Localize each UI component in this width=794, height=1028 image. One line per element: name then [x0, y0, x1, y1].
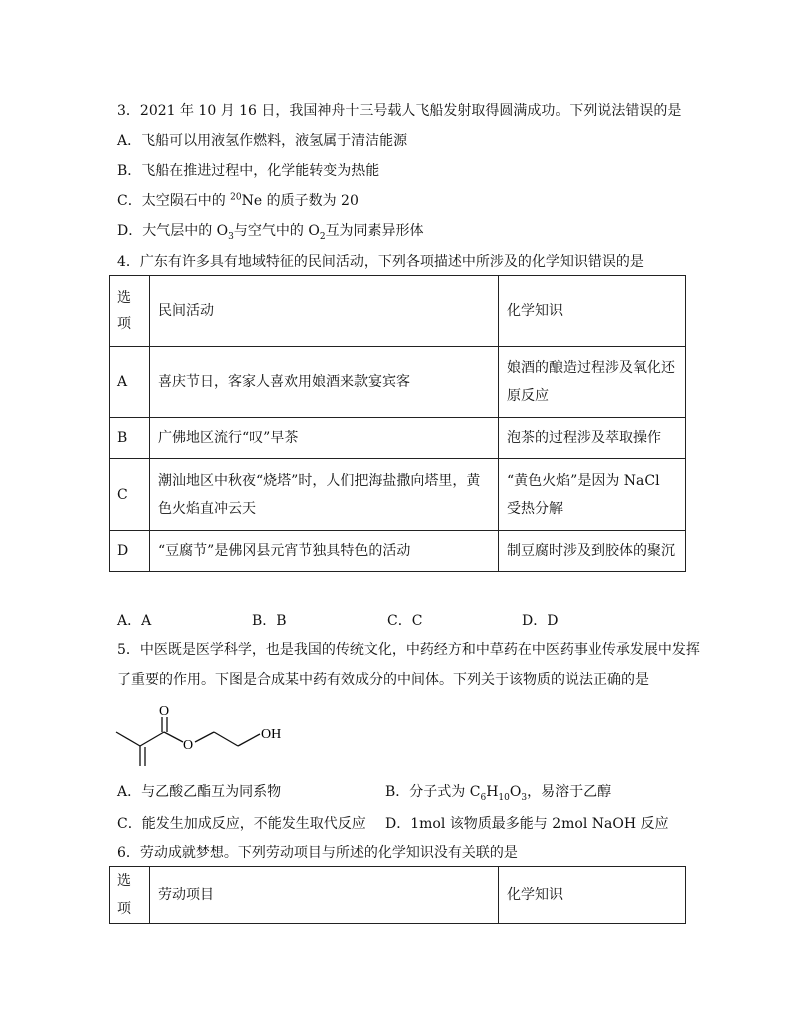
header-option: 选项 — [110, 867, 150, 924]
q4-table — [109, 275, 686, 572]
q4-stem: 4．广东有许多具有地域特征的民间活动，下列各项描述中所涉及的化学知识错误的是 — [117, 254, 644, 270]
q3-option-d: D．大气层中的 $O_3$与空气中的 $O_2$互为同素异形体 — [117, 223, 424, 242]
q5-stem-line1: 5．中医既是医学科学，也是我国的传统文化，中药经方和中草药在中医药事业传承发展中发挥 — [117, 642, 700, 658]
row-option: B — [110, 418, 150, 459]
atom-hydroxyl: OH — [261, 727, 282, 742]
q6-stem: 6．劳动成就梦想。下列劳动项目与所述的化学知识没有关联的是 — [117, 845, 518, 861]
row-activity: 喜庆节日，客家人喜欢用娘酒来款宴宾客 — [150, 347, 499, 418]
table-row — [110, 418, 686, 459]
q3-option-c: C．太空陨石中的 $^{20}$Ne 的质子数为 20 — [117, 192, 359, 209]
q5-stem-line2: 了重要的作用。下图是合成某中药有效成分的中间体。下列关于该物质的说法正确的是 — [117, 672, 649, 688]
atom-oxygen-carbonyl: O — [159, 704, 170, 719]
q5-option-c: C．能发生加成反应，不能发生取代反应 — [117, 816, 366, 832]
table-row — [110, 347, 686, 418]
q5-option-d: D．1mol 该物质最多能与 2mol NaOH 反应 — [385, 816, 669, 832]
table-header-row — [110, 867, 686, 924]
q4-choice-b: B．B — [252, 613, 287, 629]
row-chemistry: 制豆腐时涉及到胶体的聚沉 — [499, 531, 686, 572]
row-activity: 潮汕地区中秋夜“烧塔”时，人们把海盐撒向塔里，黄色火焰直冲云天 — [150, 459, 499, 531]
header-activity: 民间活动 — [150, 276, 499, 347]
header-labor-item: 劳动项目 — [150, 867, 499, 924]
header-option: 选项 — [110, 276, 150, 347]
table-header-row — [110, 276, 686, 347]
row-chemistry: 娘酒的酿造过程涉及氧化还原反应 — [499, 347, 686, 418]
q3-option-b: B．飞船在推进过程中，化学能转变为热能 — [117, 163, 380, 179]
row-chemistry: 泡茶的过程涉及萃取操作 — [499, 418, 686, 459]
q6-table — [109, 866, 686, 924]
q4-choice-a: A．A — [117, 613, 152, 629]
q3-option-a: A．飞船可以用液氢作燃料，液氢属于清洁能源 — [117, 133, 408, 149]
row-option: C — [110, 459, 150, 531]
row-option: A — [110, 347, 150, 418]
q5-option-a: A．与乙酸乙酯互为同系物 — [117, 784, 282, 800]
q5-option-b: B．分子式为 $C_6H_{10}O_3$，易溶于乙醇 — [385, 784, 612, 803]
row-activity: “豆腐节”是佛冈县元宵节独具特色的活动 — [150, 531, 499, 572]
table-row — [110, 531, 686, 572]
row-activity: 广佛地区流行“叹”早茶 — [150, 418, 499, 459]
header-chemistry: 化学知识 — [499, 276, 686, 347]
q3-stem: 3．2021 年 10 月 16 日，我国神舟十三号载人飞船发射取得圆满成功。下列说法错误的是 — [117, 103, 682, 119]
atom-oxygen-ester: O — [183, 738, 194, 753]
row-option: D — [110, 531, 150, 572]
header-chemistry: 化学知识 — [499, 867, 686, 924]
table-row — [110, 459, 686, 531]
molecule-structure — [110, 700, 310, 770]
q4-choice-d: D．D — [522, 613, 559, 629]
q4-choice-c: C．C — [387, 613, 423, 629]
row-chemistry: “黄色火焰”是因为 NaCl 受热分解 — [499, 459, 686, 531]
